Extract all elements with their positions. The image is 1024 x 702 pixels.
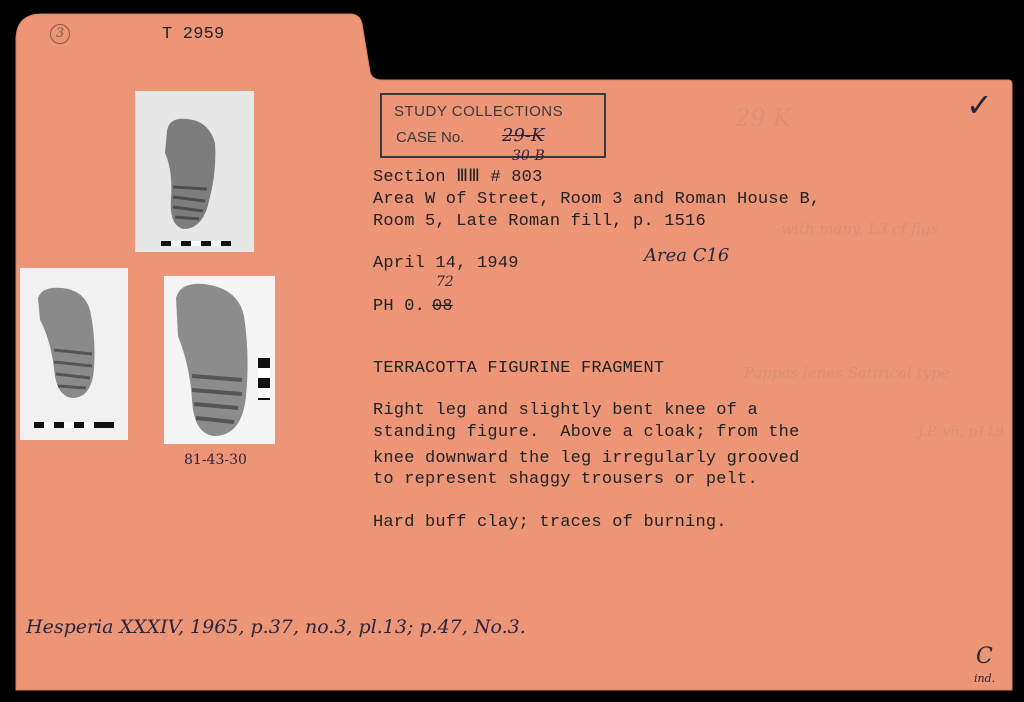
photo-right [164,276,275,444]
corner-mark: C [976,644,993,669]
case-old: 29-K [502,125,545,146]
area-hand: Area C16 [644,245,730,266]
description-3: knee downward the leg irregularly grooved [373,449,800,468]
title-note-2: J.P. vii, p119 [918,424,1004,440]
area-note: -with many, L3 cf figs [776,220,939,238]
tab-mark: 3 [50,24,70,44]
study-collections-stamp [380,93,606,158]
ph-new: 72 [436,274,454,290]
stamp-title: STUDY COLLECTIONS [394,103,564,120]
corner-sub: ind. [974,672,996,685]
stamp-case-label: CASE No. [396,129,465,146]
photo-left [20,268,128,440]
figurine-photo-icon [20,268,128,440]
area-line-1: Area W of Street, Room 3 and Roman House B, [373,190,821,209]
description-2: standing figure. Above a cloak; from the [373,423,800,442]
date: April 14, 1949 [373,254,519,273]
figurine-photo-icon [164,276,275,444]
photo-number: 81-43-30 [184,452,247,468]
clay-description: Hard buff clay; traces of burning. [373,513,727,532]
faint-top-note: 29 K [735,104,792,132]
ph-label: PH 0. [373,297,426,316]
case-new: 30-B [512,148,545,164]
photo-top [135,91,254,252]
object-title: TERRACOTTA FIGURINE FRAGMENT [373,359,665,378]
description-1: Right leg and slightly bent knee of a [373,401,758,420]
ph-old: 08 [432,297,453,316]
catalog-number: T 2959 [162,25,225,44]
bibliographic-reference: Hesperia XXXIV, 1965, p.37, no.3, pl.13; p.47, No.3. [26,616,526,638]
check-mark: ✓ [966,86,993,124]
title-note: Pappas lenes Satirical type [744,364,950,382]
description-4: to represent shaggy trousers or pelt. [373,470,758,489]
figurine-photo-icon [135,91,254,252]
area-line-2: Room 5, Late Roman fill, p. 1516 [373,212,706,231]
section-line: Section ⅢⅢ # 803 [373,168,543,187]
